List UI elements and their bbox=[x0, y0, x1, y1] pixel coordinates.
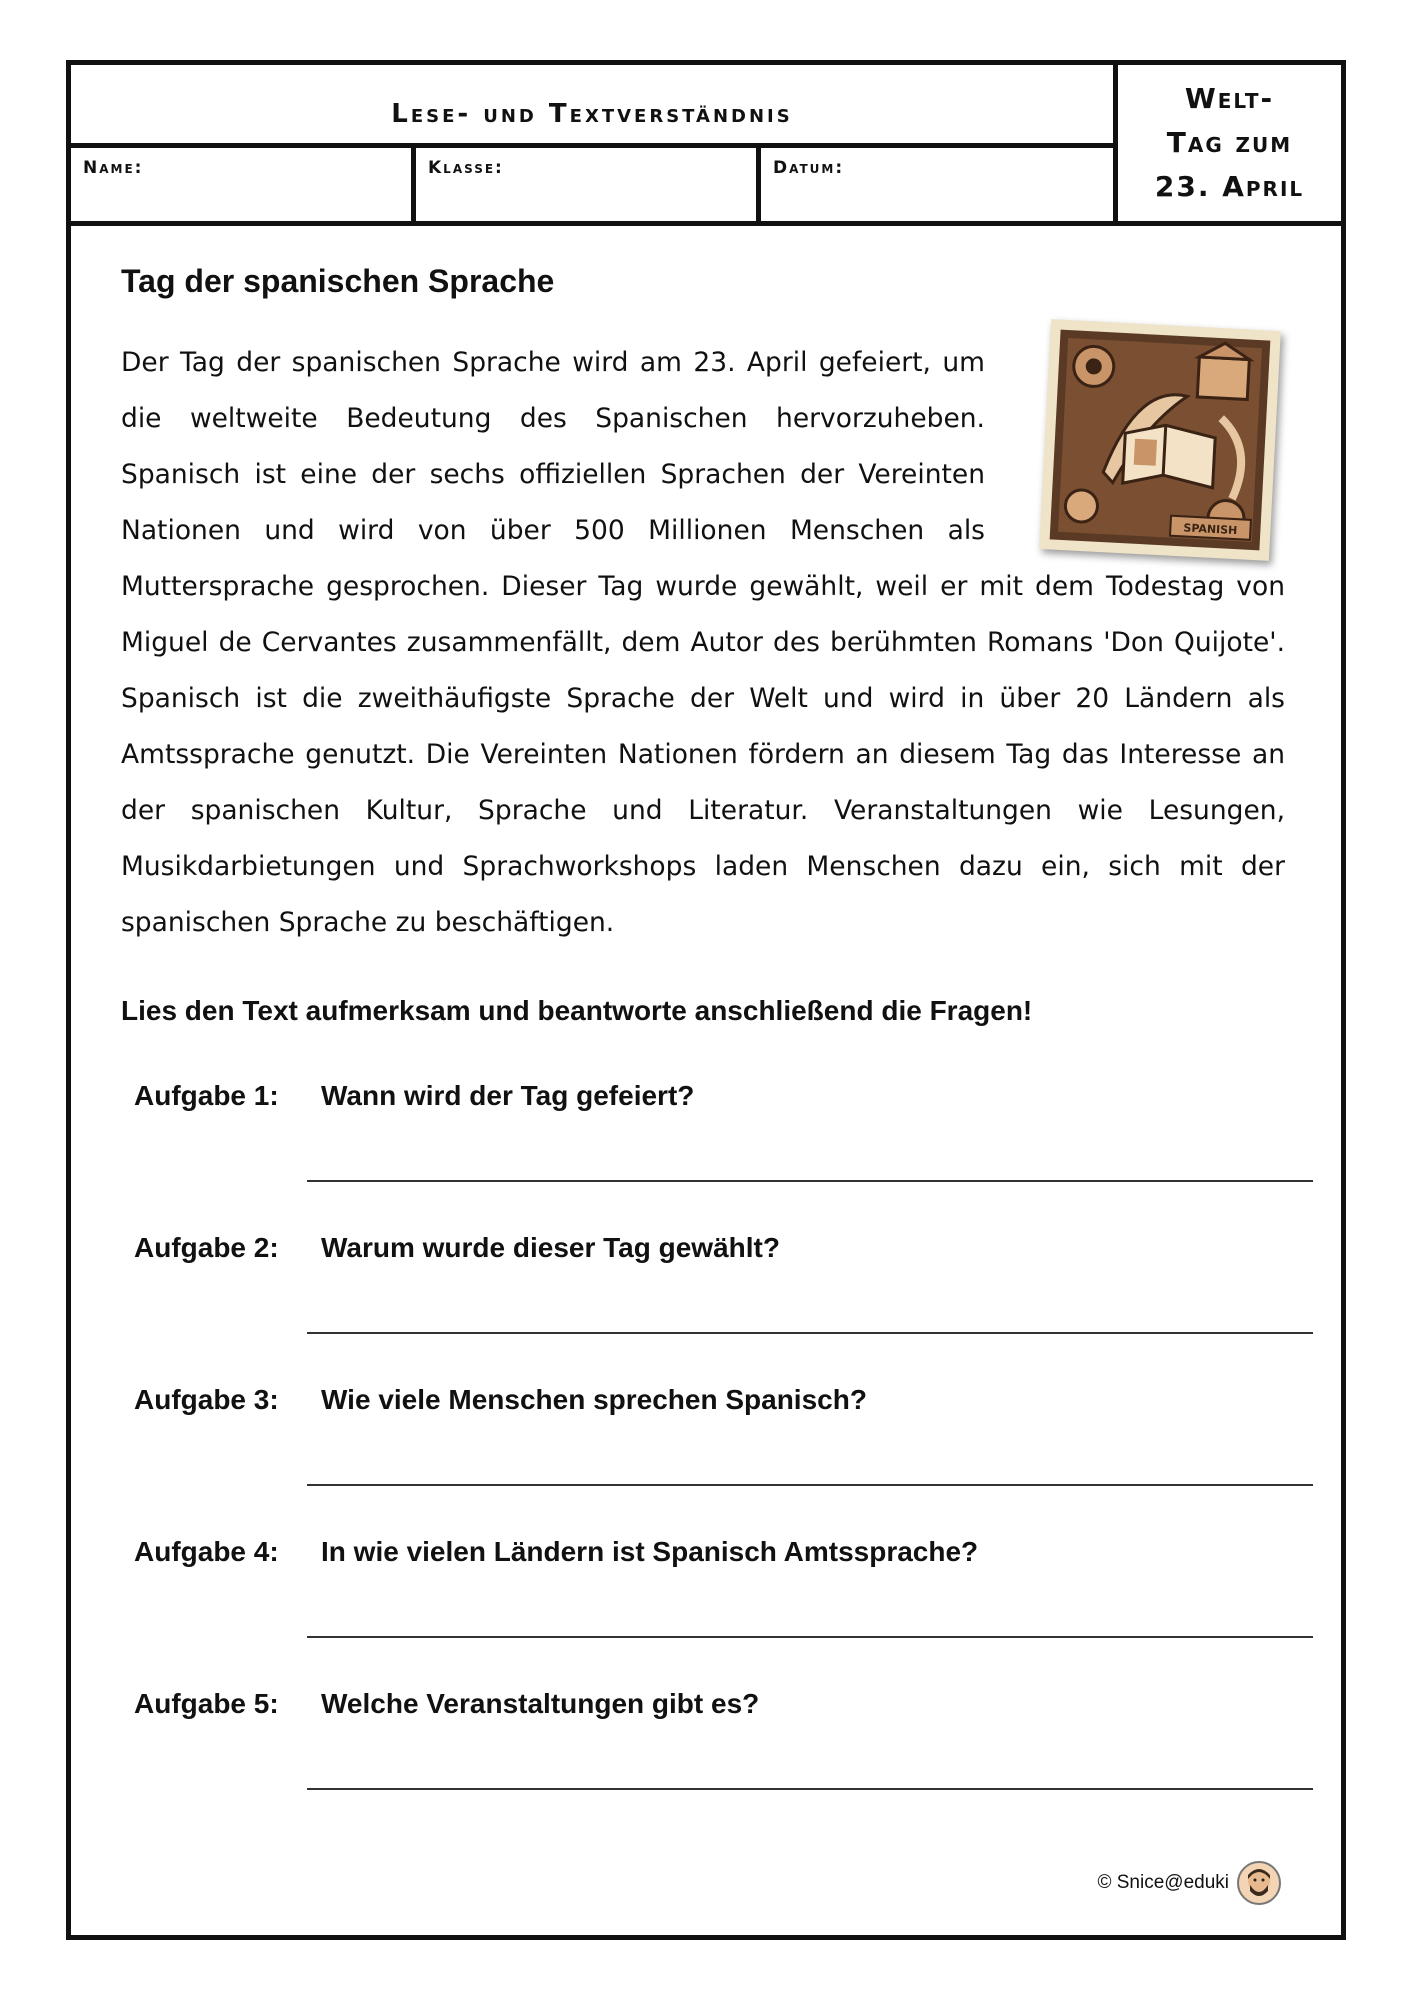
task-label: Aufgabe 2: bbox=[134, 1232, 279, 1263]
answer-line[interactable] bbox=[307, 1180, 1313, 1182]
world-day-line2: Tag zum bbox=[1166, 126, 1293, 159]
task-label: Aufgabe 5: bbox=[134, 1688, 279, 1719]
header-title-cell bbox=[71, 65, 1118, 148]
task-1 bbox=[134, 1080, 1284, 1230]
task-label: Aufgabe 1: bbox=[134, 1080, 279, 1111]
task-3 bbox=[134, 1384, 1284, 1534]
task-question: Warum wurde dieser Tag gewählt? bbox=[321, 1232, 780, 1263]
task-question: Welche Veranstaltungen gibt es? bbox=[321, 1688, 760, 1719]
copyright-text: © Snice@eduki bbox=[1097, 1872, 1229, 1893]
class-label: Klasse: bbox=[428, 158, 504, 178]
answer-line[interactable] bbox=[307, 1788, 1313, 1790]
world-day-line1: Welt- bbox=[1184, 82, 1275, 115]
task-question: Wann wird der Tag gefeiert? bbox=[321, 1080, 695, 1111]
class-field[interactable] bbox=[416, 148, 761, 221]
task-label: Aufgabe 4: bbox=[134, 1536, 279, 1567]
name-label: Name: bbox=[83, 158, 144, 178]
intro-paragraph: Der Tag der spanischen Sprache wird am 23. April gefeiert, um die weltweite Bedeutung des Spanischen hervorzuheben. Spanisch ist eine der sechs offiziellen Sprachen der Vereinten Nationen und wird von über 500 Millionen Menschen als Muttersprache gesprochen. Dieser Tag wurde gewählt, weil er mit dem Todestag von Miguel de Cervantes zusammenfällt, dem Autor des berühmten Romans 'Don Quijote'. Spanisch ist die zweithäufigste Sprache der Welt und wird in über 20 Ländern als Amtssprache genutzt. Die Vereinten Nationen fördern an diesem Tag das Interesse an der spanischen Kultur, Sprache und Literatur. Veranstaltungen wie Lesungen, Musikdarbietungen und Sprachworkshops laden Menschen dazu ein, sich mit der spanischen Sprache zu beschäftigen. bbox=[121, 347, 1285, 938]
date-field[interactable] bbox=[761, 148, 1113, 221]
spanish-picture-frame bbox=[1039, 319, 1281, 561]
task-5 bbox=[134, 1688, 1284, 1838]
task-2 bbox=[134, 1232, 1284, 1382]
author-avatar bbox=[1237, 1861, 1281, 1905]
date-label: Datum: bbox=[773, 158, 845, 178]
answer-line[interactable] bbox=[307, 1484, 1313, 1486]
world-day-line3: 23. April bbox=[1154, 170, 1305, 203]
name-field[interactable] bbox=[71, 148, 416, 221]
spanish-illustration bbox=[1005, 325, 1295, 538]
task-label: Aufgabe 3: bbox=[134, 1384, 279, 1415]
image-caption: SPANISH bbox=[1183, 521, 1238, 538]
intro-paragraph-block bbox=[121, 335, 1285, 951]
answer-line[interactable] bbox=[307, 1636, 1313, 1638]
worksheet-frame bbox=[66, 60, 1346, 1940]
copyright-notice bbox=[1097, 1861, 1281, 1905]
content-title: Tag der spanischen Sprache bbox=[121, 263, 555, 299]
instruction-text: Lies den Text aufmerksam und beantworte anschließend die Fragen! bbox=[121, 995, 1033, 1026]
task-question: In wie vielen Ländern ist Spanisch Amtssprache? bbox=[321, 1536, 979, 1567]
task-4 bbox=[134, 1536, 1284, 1686]
answer-line[interactable] bbox=[307, 1332, 1313, 1334]
spanish-culture-icon bbox=[1039, 319, 1281, 561]
world-day-box bbox=[1118, 65, 1341, 226]
worksheet-title: Lese- und Textverständnis bbox=[391, 99, 793, 129]
task-question: Wie viele Menschen sprechen Spanisch? bbox=[321, 1384, 867, 1415]
header-fields-row bbox=[71, 148, 1118, 226]
